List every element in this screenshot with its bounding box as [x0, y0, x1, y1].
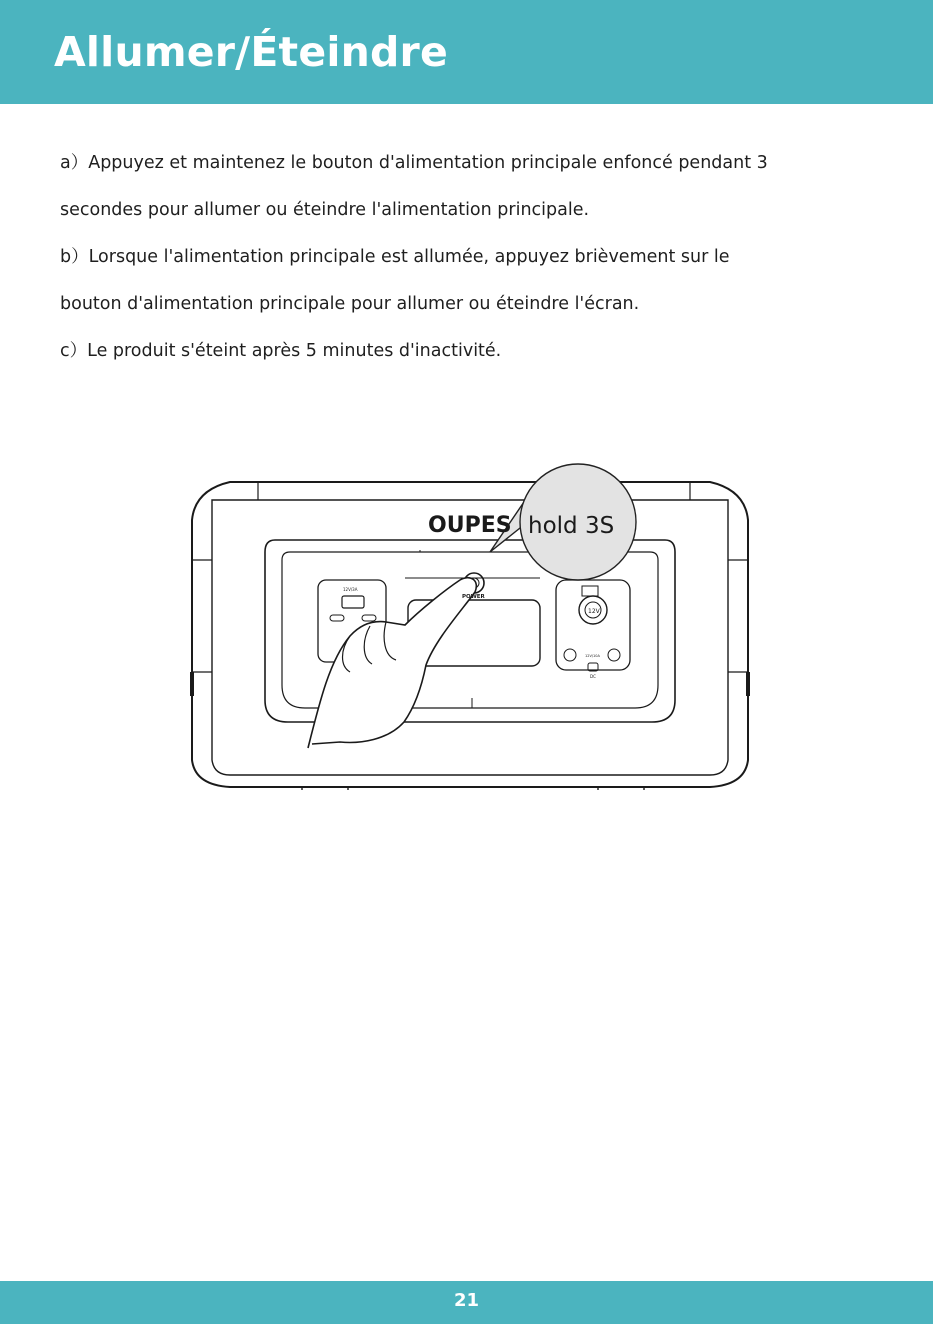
brand-logo: OUPES — [428, 513, 512, 538]
page-number: 21 — [453, 1290, 480, 1311]
power-station-illustration — [190, 460, 750, 790]
instructions-text — [60, 140, 900, 375]
instruction-line: bouton d'alimentation principale pour allumer ou éteindre l'écran. — [60, 294, 640, 314]
device-inner-frame — [212, 500, 728, 775]
usb-label: 12V/3A — [343, 587, 358, 592]
usb-port-icon — [342, 596, 364, 608]
callout-text: hold 3S — [528, 513, 615, 539]
power-station-drawing — [190, 460, 750, 790]
power-label: POWER — [462, 594, 485, 600]
page-header — [0, 0, 933, 104]
instruction-line: secondes pour allumer ou éteindre l'alimentation principale. — [60, 200, 590, 220]
page-title: Allumer/Éteindre — [54, 28, 448, 76]
dc-label: 12V/10A — [585, 654, 600, 658]
socket-label: 12V — [588, 608, 600, 615]
instruction-line: a）Appuyez et maintenez le bouton d'alimentation principale enfoncé pendant 3 — [60, 153, 768, 173]
instruction-line: c）Le produit s'éteint après 5 minutes d'inactivité. — [60, 341, 502, 361]
dc-port-label: DC — [590, 674, 596, 679]
page-footer — [0, 1281, 933, 1324]
instruction-line: b）Lorsque l'alimentation principale est allumée, appuyez brièvement sur le — [60, 247, 730, 267]
